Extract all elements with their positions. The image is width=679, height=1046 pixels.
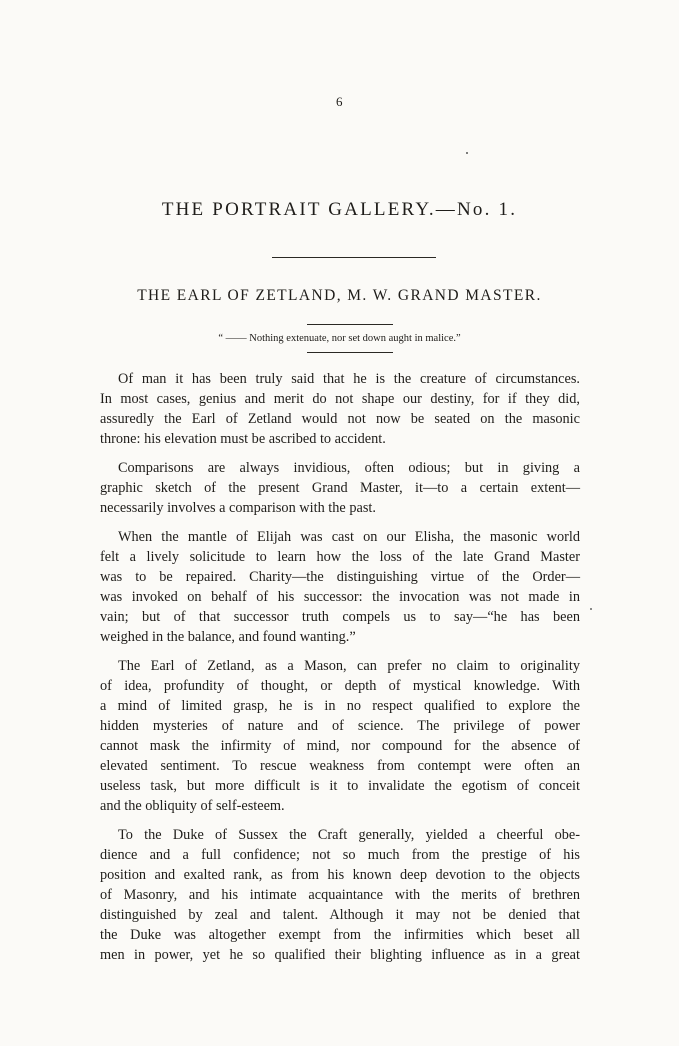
paragraph bbox=[100, 527, 580, 647]
text-line: In most cases, genius and merit do not shape our destiny, for if they did, bbox=[100, 391, 580, 407]
paragraph bbox=[100, 458, 580, 518]
text-line: The Earl of Zetland, as a Mason, can prefer no claim to originality bbox=[118, 658, 580, 674]
text-line: was invoked on behalf of his successor: the invocation was not made in bbox=[100, 589, 580, 605]
text-line: dience and a full confidence; not so much from the prestige of his bbox=[100, 847, 580, 863]
text-line: useless task, but more difficult is it to invalidate the egotism of conceit bbox=[100, 778, 580, 794]
text-line: distinguished by zeal and talent. Although it may not be denied that bbox=[100, 907, 580, 923]
text-line: position and exalted rank, as from his known deep devotion to the objects bbox=[100, 867, 580, 883]
text-line: men in power, yet he so qualified their blighting influence as in a great bbox=[100, 947, 580, 963]
text-line: graphic sketch of the present Grand Master, it—to a certain extent— bbox=[100, 480, 580, 496]
text-line: Of man it has been truly said that he is the creature of circumstances. bbox=[118, 371, 580, 387]
page-number: 6 bbox=[336, 94, 343, 109]
text-line: Comparisons are always invidious, often odious; but in giving a bbox=[118, 460, 580, 476]
text-line: and the obliquity of self-esteem. bbox=[100, 798, 285, 814]
text-line: cannot mask the infirmity of mind, nor compound for the absence of bbox=[100, 738, 580, 754]
epigraph-rule-top bbox=[307, 324, 393, 325]
text-line: vain; but of that successor truth compels us to say—“he has been bbox=[100, 609, 580, 625]
ink-speck bbox=[466, 152, 468, 154]
text-line: necessarily involves a comparison with the past. bbox=[100, 500, 376, 516]
epigraph: “ —— Nothing extenuate, nor set down aught in malice.” bbox=[218, 333, 461, 344]
paragraph bbox=[100, 825, 580, 965]
body-text bbox=[100, 369, 580, 974]
text-line: assuredly the Earl of Zetland would not now be seated on the masonic bbox=[100, 411, 580, 427]
text-line: weighed in the balance, and found wanting.” bbox=[100, 629, 356, 645]
section-title: THE EARL OF ZETLAND, M. W. GRAND MASTER. bbox=[137, 287, 542, 304]
ink-speck bbox=[590, 608, 592, 610]
epigraph-rule-bottom bbox=[307, 352, 393, 353]
text-line: of idea, profundity of thought, or depth of mystical knowledge. With bbox=[100, 678, 580, 694]
text-line: the Duke was altogether exempt from the infirmities which beset all bbox=[100, 927, 580, 943]
title-rule bbox=[272, 257, 436, 258]
text-line: When the mantle of Elijah was cast on our Elisha, the masonic world bbox=[118, 529, 580, 545]
paragraph bbox=[100, 656, 580, 816]
text-line: of Masonry, and his intimate acquaintance with the merits of brethren bbox=[100, 887, 580, 903]
text-line: felt a lively solicitude to learn how the loss of the late Grand Master bbox=[100, 549, 580, 565]
page-title: THE PORTRAIT GALLERY.—No. 1. bbox=[161, 199, 518, 220]
paragraph bbox=[100, 369, 580, 449]
text-line: hidden mysteries of nature and of science. The privilege of power bbox=[100, 718, 580, 734]
text-line: To the Duke of Sussex the Craft generally, yielded a cheerful obe- bbox=[118, 827, 580, 843]
text-line: throne: his elevation must be ascribed to accident. bbox=[100, 431, 386, 447]
text-line: a mind of limited grasp, he is in no respect qualified to explore the bbox=[100, 698, 580, 714]
text-line: elevated sentiment. To rescue weakness from contempt were often an bbox=[100, 758, 580, 774]
text-line: was to be repaired. Charity—the distinguishing virtue of the Order— bbox=[100, 569, 580, 585]
